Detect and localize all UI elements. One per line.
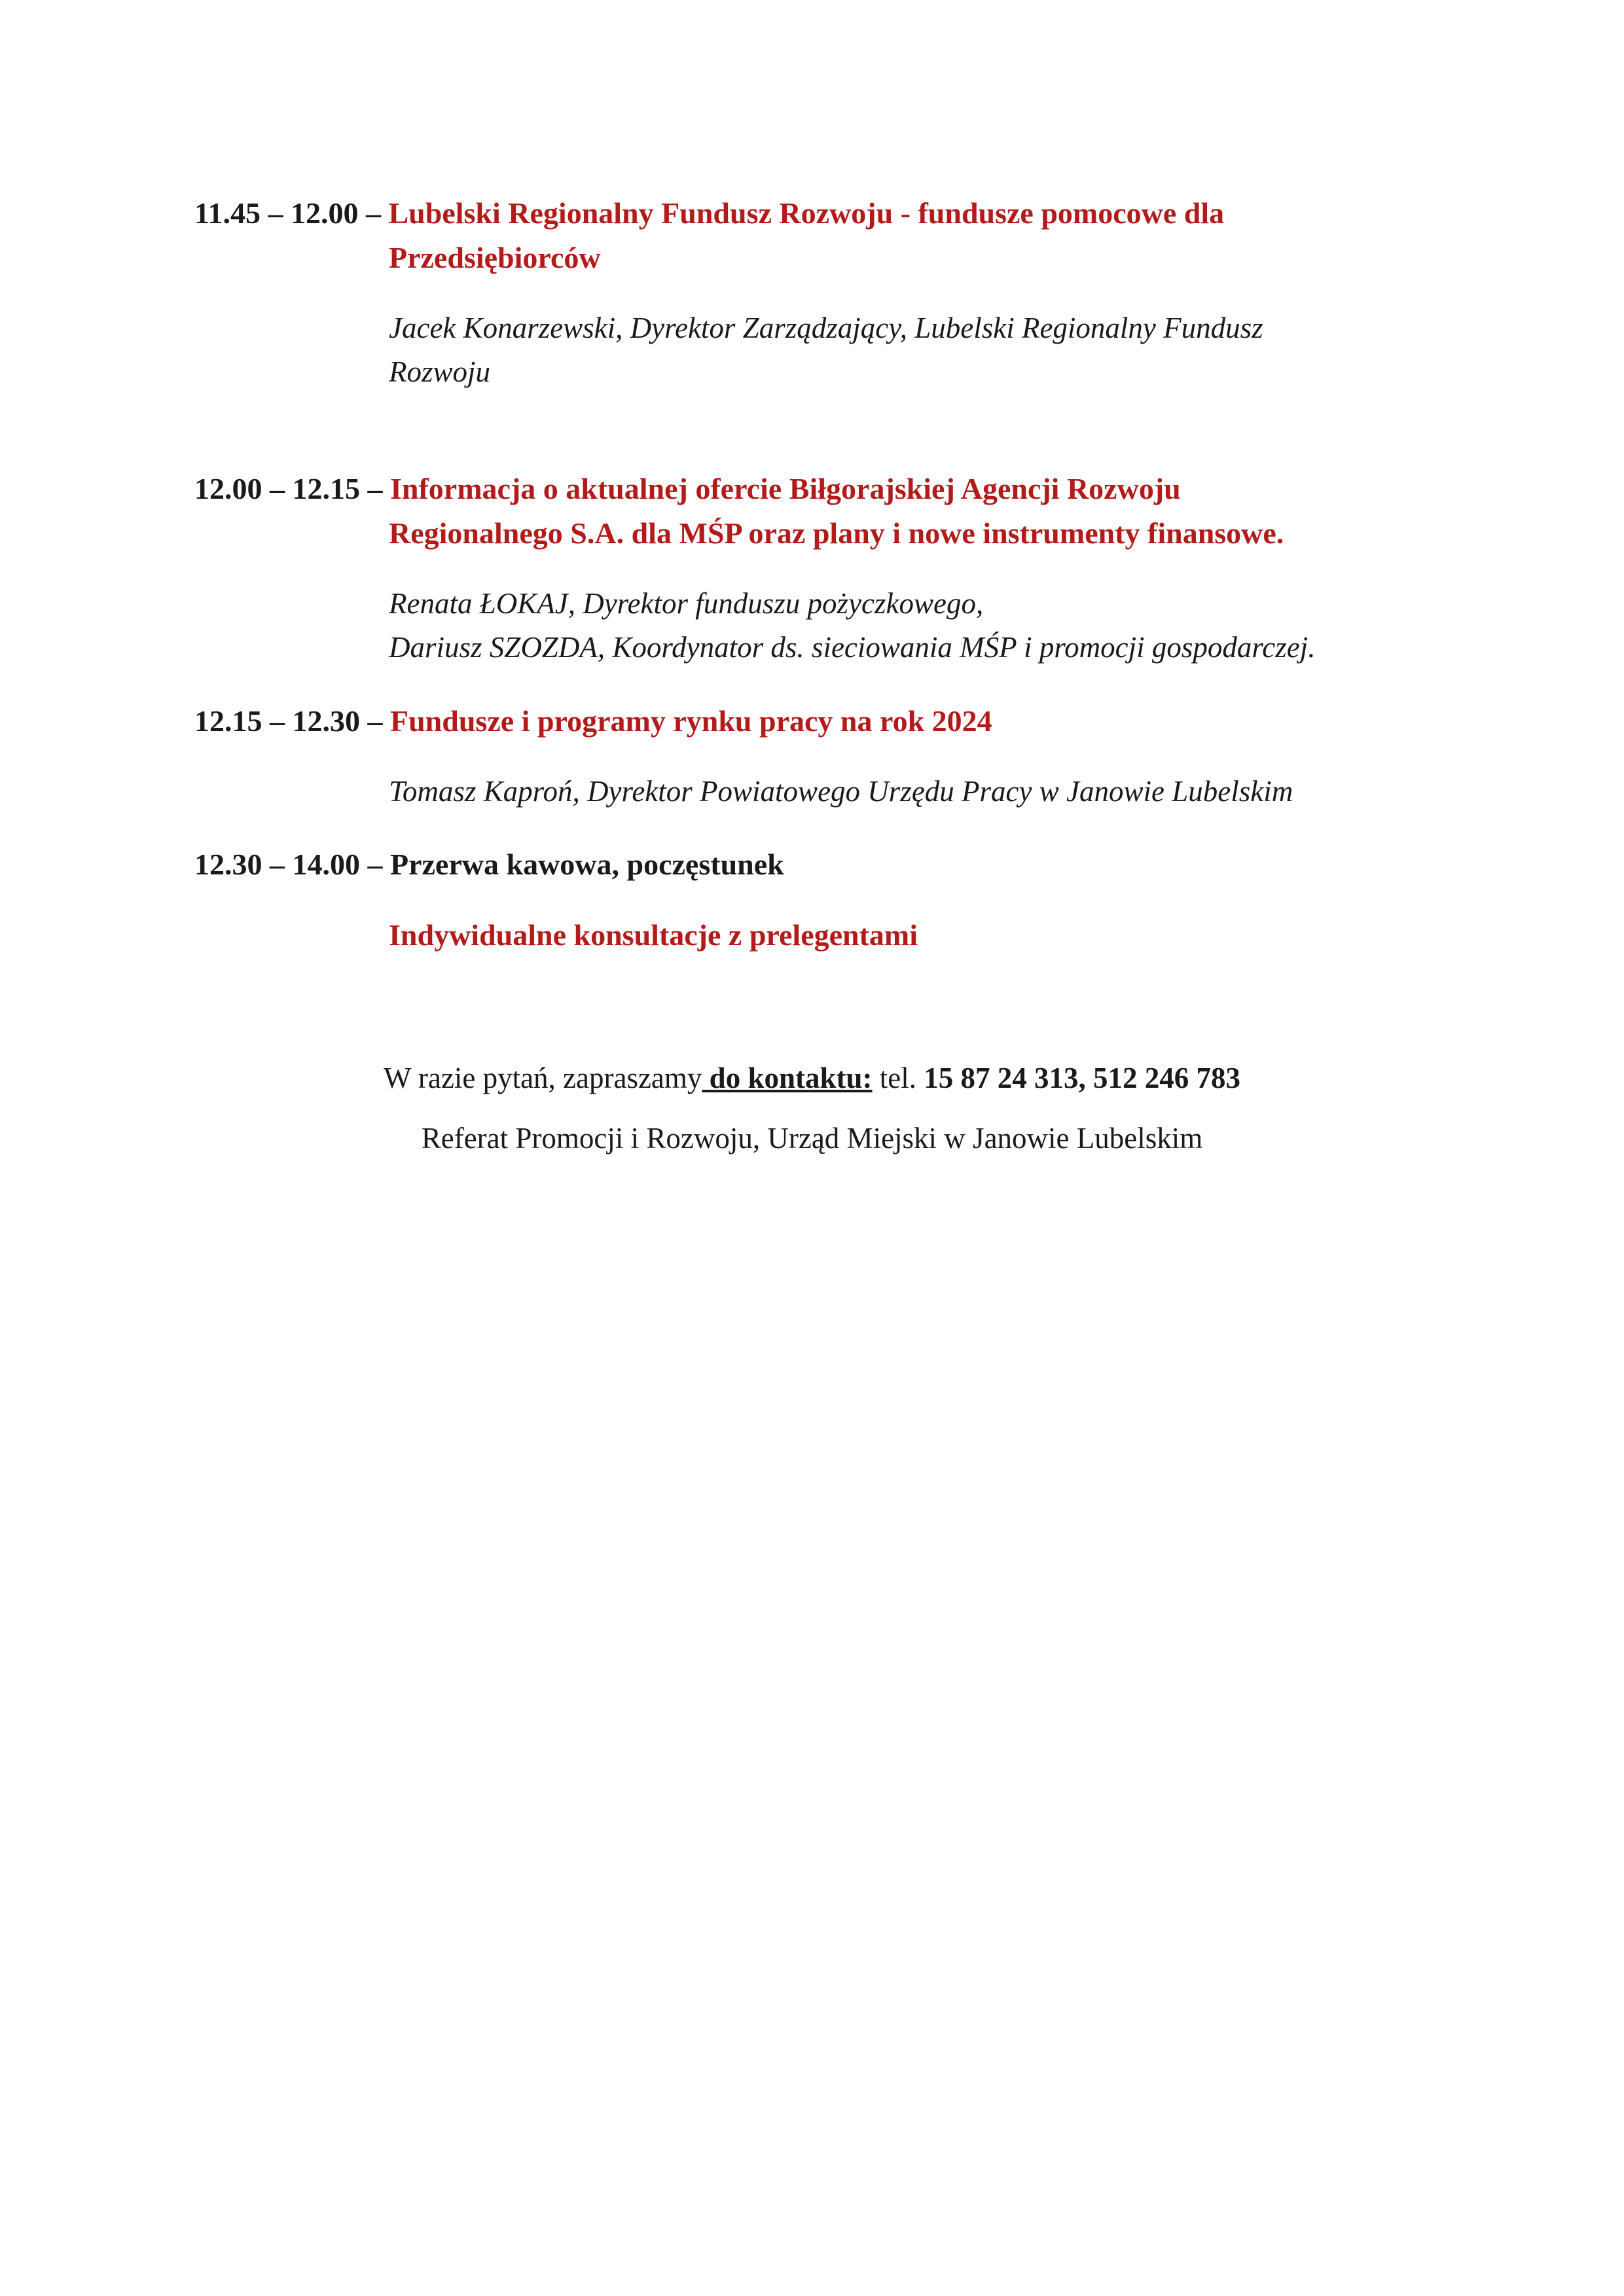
- agenda-item-3: [194, 699, 1458, 814]
- contact-line: [0, 1056, 1624, 1100]
- contact-intro: W razie pytań, zapraszamy: [384, 1062, 702, 1094]
- agenda-speaker: Tomasz Kaproń, Dyrektor Powiatowego Urzędu Pracy w Janowie Lubelskim: [389, 775, 1293, 808]
- agenda-time: 12.30 – 14.00: [194, 848, 360, 881]
- contact-office: Referat Promocji i Rozwoju, Urząd Miejski w Janowie Lubelskim: [421, 1122, 1203, 1155]
- agenda-speaker: Jacek Konarzewski, Dyrektor Zarządzający, Lubelski Regionalny Fundusz: [389, 312, 1263, 344]
- agenda-title-continued: Przedsiębiorców: [389, 241, 601, 274]
- contact-phones: 15 87 24 313, 512 246 783: [924, 1062, 1240, 1094]
- agenda-dash: –: [367, 704, 383, 738]
- agenda-time: 12.00 – 12.15: [194, 472, 360, 505]
- contact-link[interactable]: do kontaktu:: [702, 1062, 873, 1094]
- agenda-title: Informacja o aktualnej ofercie Biłgorajskiej Agencji Rozwoju: [390, 472, 1181, 505]
- agenda-speaker-continued: Rozwoju: [389, 355, 491, 388]
- agenda-speaker: Renata ŁOKAJ, Dyrektor funduszu pożyczkowego,: [389, 587, 984, 620]
- agenda-heading: [194, 191, 1458, 236]
- agenda-title: Fundusze i programy rynku pracy na rok 2024: [390, 704, 992, 738]
- agenda-title-continued: Regionalnego S.A. dla MŚP oraz plany i nowe instrumenty finansowe.: [389, 516, 1284, 550]
- agenda-dash: –: [367, 472, 383, 505]
- agenda-heading: [194, 699, 1458, 744]
- agenda-subtitle: Indywidualne konsultacje z prelegentami: [389, 918, 918, 952]
- agenda-dash: –: [365, 196, 381, 230]
- agenda-item-2: [194, 467, 1458, 670]
- agenda-item-4: [194, 842, 1458, 958]
- agenda-heading: [194, 467, 1458, 511]
- agenda-heading: [194, 842, 1458, 887]
- agenda-title: Lubelski Regionalny Fundusz Rozwoju - fundusze pomocowe dla: [388, 196, 1225, 230]
- agenda-speaker-second: Dariusz SZOZDA, Koordynator ds. sieciowania MŚP i promocji gospodarczej.: [389, 631, 1316, 664]
- agenda-time: 12.15 – 12.30: [194, 704, 360, 738]
- agenda-time: 11.45 – 12.00: [194, 196, 359, 230]
- agenda-title: Przerwa kawowa, poczęstunek: [390, 848, 784, 881]
- agenda-item-1: [194, 191, 1458, 394]
- contact-tel-label: tel.: [872, 1062, 924, 1094]
- agenda-dash: –: [367, 848, 383, 881]
